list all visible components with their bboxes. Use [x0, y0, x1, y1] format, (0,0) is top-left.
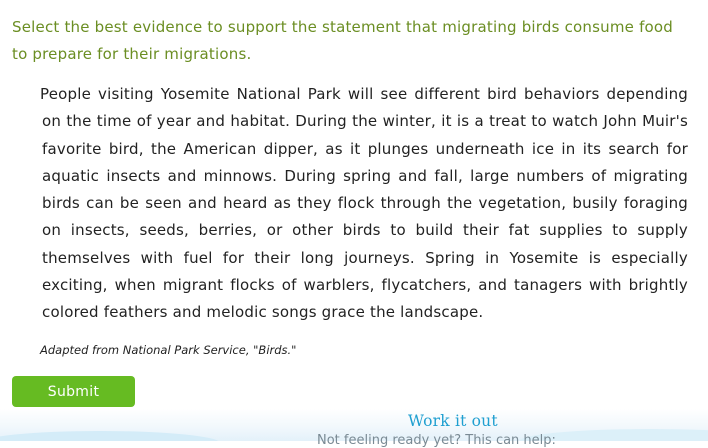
work-it-out-subtitle: Not feeling ready yet? This can help:	[317, 433, 556, 448]
submit-button[interactable]: Submit	[12, 376, 135, 407]
passage-citation: Adapted from National Park Service, "Birds."	[40, 343, 297, 357]
question-prompt: Select the best evidence to support the statement that migrating birds consume food to prepare for their migrations.	[12, 18, 674, 63]
banner-wave-left	[0, 431, 220, 441]
work-it-out-title: Work it out	[408, 412, 498, 430]
passage-text[interactable]: People visiting Yosemite National Park will see different bird behaviors depending on the time of year and habitat. During the winter, it is a treat to watch John Muir's favorite bird, the American dipper, as it plunges underneath ice in its search for aquatic insects and minnows. During spring and fall, large numbers of migrating birds can be seen and heard as they flock through the vegetation, busily foraging on insects, seeds, berries, or other birds to build their fat supplies to supply themselves with fuel for their long journeys. Spring in Yosemite is especially exciting, when migrant flocks of warblers, flycatchers, and tanagers with brightly colored feathers and melodic songs grace the landscape.	[40, 85, 688, 322]
